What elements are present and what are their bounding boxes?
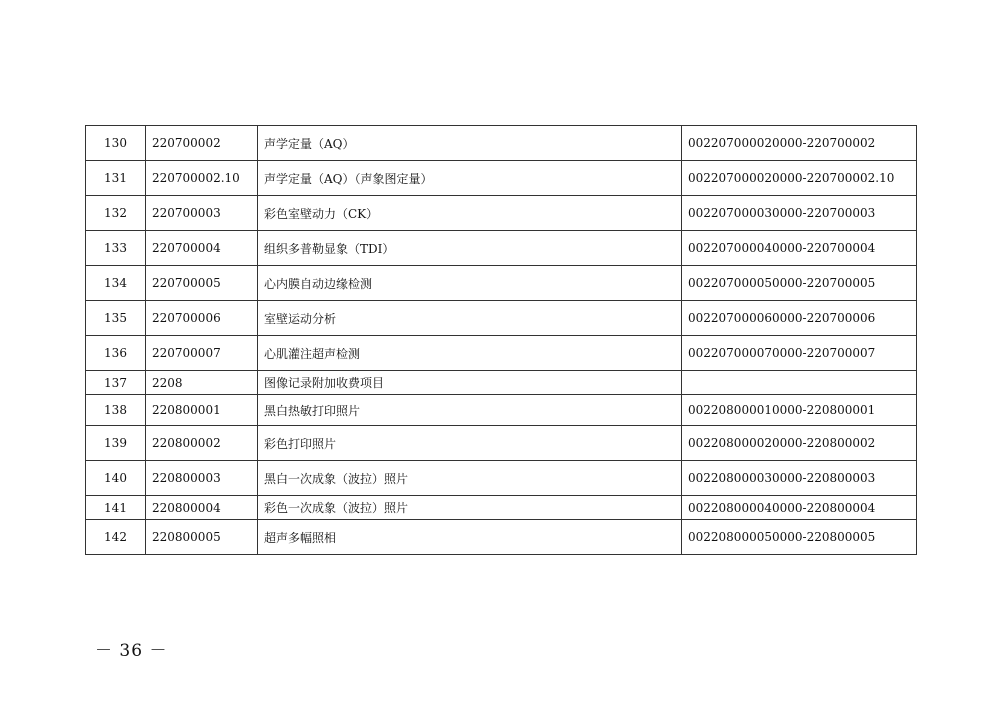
cell-mapping-code: 002208000050000-220800005 bbox=[682, 520, 917, 555]
cell-mapping-code: 002208000010000-220800001 bbox=[682, 395, 917, 426]
cell-seq: 134 bbox=[86, 266, 146, 301]
table-body bbox=[86, 126, 917, 555]
cell-seq: 139 bbox=[86, 426, 146, 461]
table-row bbox=[86, 520, 917, 555]
cell-item-name: 声学定量（AQ）（声象图定量） bbox=[258, 161, 682, 196]
cell-item-name: 组织多普勒显象（TDI） bbox=[258, 231, 682, 266]
table-row bbox=[86, 126, 917, 161]
cell-item-name: 心肌灌注超声检测 bbox=[258, 336, 682, 371]
cell-seq: 140 bbox=[86, 461, 146, 496]
cell-code: 220800002 bbox=[146, 426, 258, 461]
cell-item-name: 心内膜自动边缘检测 bbox=[258, 266, 682, 301]
cell-item-name: 超声多幅照相 bbox=[258, 520, 682, 555]
cell-item-name: 图像记录附加收费项目 bbox=[258, 371, 682, 395]
cell-code: 220800001 bbox=[146, 395, 258, 426]
cell-item-name: 彩色一次成象（波拉）照片 bbox=[258, 496, 682, 520]
cell-code: 220800003 bbox=[146, 461, 258, 496]
table-row bbox=[86, 395, 917, 426]
cell-seq: 142 bbox=[86, 520, 146, 555]
cell-code: 220700004 bbox=[146, 231, 258, 266]
cell-item-name: 黑白热敏打印照片 bbox=[258, 395, 682, 426]
table-row bbox=[86, 426, 917, 461]
cell-seq: 135 bbox=[86, 301, 146, 336]
cell-code: 220700005 bbox=[146, 266, 258, 301]
cell-item-name: 室壁运动分析 bbox=[258, 301, 682, 336]
cell-code: 220700007 bbox=[146, 336, 258, 371]
table-row bbox=[86, 461, 917, 496]
cell-seq: 138 bbox=[86, 395, 146, 426]
cell-code: 220700002 bbox=[146, 126, 258, 161]
table-row bbox=[86, 266, 917, 301]
cell-mapping-code: 002207000060000-220700006 bbox=[682, 301, 917, 336]
table-row bbox=[86, 196, 917, 231]
table-row bbox=[86, 161, 917, 196]
cell-mapping-code: 002208000040000-220800004 bbox=[682, 496, 917, 520]
cell-seq: 131 bbox=[86, 161, 146, 196]
table-row bbox=[86, 336, 917, 371]
cell-code: 220800004 bbox=[146, 496, 258, 520]
cell-item-name: 彩色打印照片 bbox=[258, 426, 682, 461]
cell-mapping-code: 002207000020000-220700002.10 bbox=[682, 161, 917, 196]
page-number: － 36 － bbox=[95, 641, 168, 661]
cell-mapping-code: 002208000020000-220800002 bbox=[682, 426, 917, 461]
table-row bbox=[86, 371, 917, 395]
table-row bbox=[86, 231, 917, 266]
cell-mapping-code: 002207000030000-220700003 bbox=[682, 196, 917, 231]
cell-code: 220700003 bbox=[146, 196, 258, 231]
cell-item-name: 声学定量（AQ） bbox=[258, 126, 682, 161]
cell-code: 220700002.10 bbox=[146, 161, 258, 196]
cell-code: 2208 bbox=[146, 371, 258, 395]
cell-item-name: 彩色室壁动力（CK） bbox=[258, 196, 682, 231]
fee-items-table bbox=[85, 125, 917, 555]
cell-seq: 136 bbox=[86, 336, 146, 371]
cell-seq: 133 bbox=[86, 231, 146, 266]
cell-mapping-code bbox=[682, 371, 917, 395]
cell-seq: 141 bbox=[86, 496, 146, 520]
cell-code: 220800005 bbox=[146, 520, 258, 555]
cell-mapping-code: 002207000040000-220700004 bbox=[682, 231, 917, 266]
cell-mapping-code: 002207000050000-220700005 bbox=[682, 266, 917, 301]
cell-mapping-code: 002207000020000-220700002 bbox=[682, 126, 917, 161]
table-row bbox=[86, 301, 917, 336]
cell-seq: 132 bbox=[86, 196, 146, 231]
cell-item-name: 黑白一次成象（波拉）照片 bbox=[258, 461, 682, 496]
cell-seq: 130 bbox=[86, 126, 146, 161]
cell-mapping-code: 002207000070000-220700007 bbox=[682, 336, 917, 371]
cell-mapping-code: 002208000030000-220800003 bbox=[682, 461, 917, 496]
cell-code: 220700006 bbox=[146, 301, 258, 336]
table-row bbox=[86, 496, 917, 520]
cell-seq: 137 bbox=[86, 371, 146, 395]
